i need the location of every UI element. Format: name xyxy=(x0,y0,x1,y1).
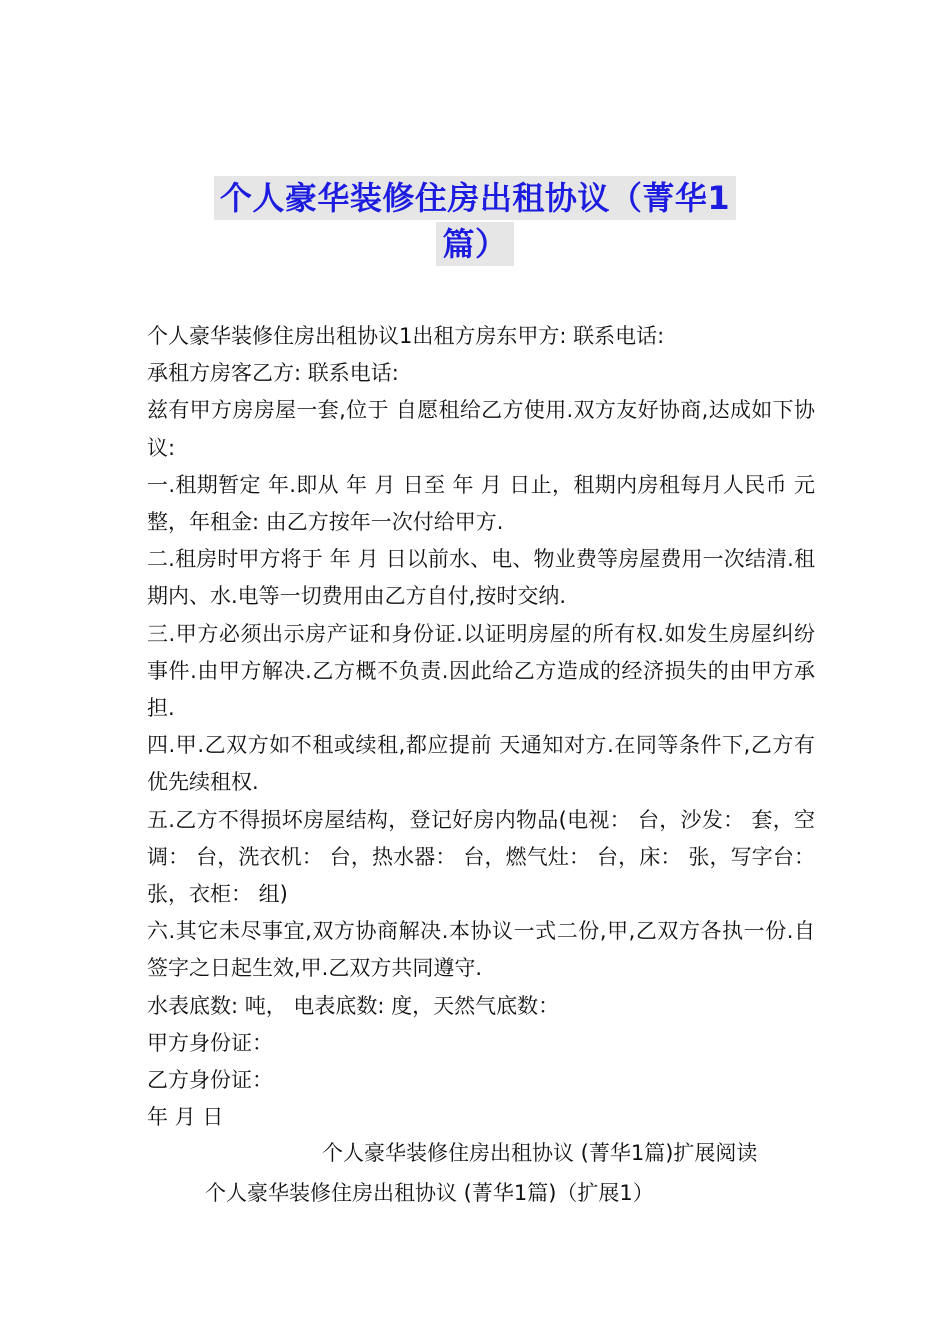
paragraph-clause-4: 四.甲.乙双方如不租或续租,都应提前 天通知对方.在同等条件下,乙方有优先续租权. xyxy=(147,733,815,795)
paragraph-clause-1: 一.租期暂定 年.即从 年 月 日至 年 月 日止，租期内房租每月人民币 元整，年租金: 由乙方按年一次付给甲方. xyxy=(147,472,815,535)
paragraph-meter-readings: 水表底数: 吨， 电表底数: 度，天然气底数： xyxy=(147,993,560,1018)
paragraph-party-b-id: 乙方身份证： xyxy=(147,1068,273,1093)
document-body xyxy=(147,318,815,1136)
paragraph-intro: 兹有甲方房房屋一套,位于 自愿租给乙方使用.双方友好协商,达成如下协议: xyxy=(147,398,815,460)
paragraph-header-party-a: 个人豪华装修住房出租协议1出租方房东甲方: 联系电话: xyxy=(147,324,665,348)
paragraph-clause-6: 六.其它未尽事宜,双方协商解决.本协议一式二份,甲,乙双方各执一份.自签字之日起生效,甲.乙双方共同遵守. xyxy=(147,919,815,981)
title-line-2: 篇） xyxy=(436,222,513,266)
paragraph-clause-2: 二.租房时甲方将于 年 月 日以前水、电、物业费等房屋费用一次结清.租期内、水.电等一切费用由乙方自付,按时交纳. xyxy=(147,547,815,609)
document-title xyxy=(0,176,950,266)
paragraph-clause-5: 五.乙方不得损坏房屋结构，登记好房内物品(电视： 台，沙发： 套，空调： 台，洗衣机： 台，热水器： 台，燃气灶： 台，床： 张，写字台： 张，衣柜： 组) xyxy=(147,807,815,907)
paragraph-clause-3: 三.甲方必须出示房产证和身份证.以证明房屋的所有权.如发生房屋纠纷事件.由甲方解决.乙方概不负责.因此给乙方造成的经济损失的由甲方承担. xyxy=(147,621,815,721)
extended-reading-heading: 个人豪华装修住房出租协议 (菁华1篇)扩展阅读 xyxy=(322,1141,758,1165)
title-line-1: 个人豪华装修住房出租协议（菁华1 xyxy=(214,176,736,220)
extended-reading-item: 个人豪华装修住房出租协议 (菁华1篇)（扩展1） xyxy=(205,1181,654,1205)
paragraph-party-a-id: 甲方身份证： xyxy=(147,1030,273,1055)
paragraph-header-party-b: 承租方房客乙方: 联系电话: xyxy=(147,361,399,386)
paragraph-date: 年 月 日 xyxy=(147,1105,224,1130)
